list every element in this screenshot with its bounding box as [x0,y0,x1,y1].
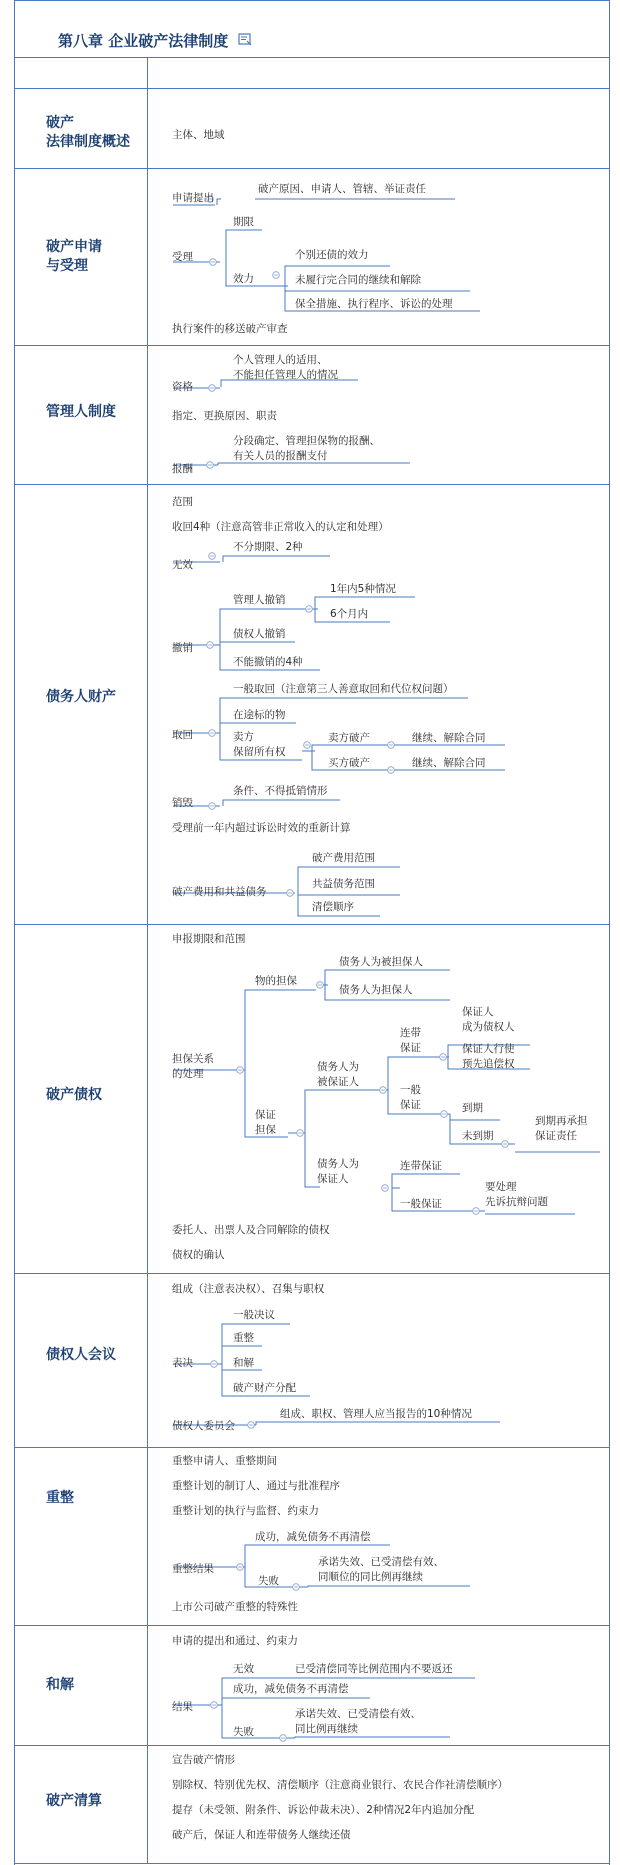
node-creditors-committee: 债权人委员会 [172,1420,235,1432]
node-vote-reorganization: 重整 [233,1332,254,1344]
node-property-security: 物的担保 [255,975,297,987]
node-offset: 销毁 [172,797,193,809]
node-due: 到期 [462,1102,483,1114]
section-creditors-meeting: 债权人会议 [46,1347,116,1363]
node-reorg-plan-execution: 重整计划的执行与监督、约束力 [172,1505,319,1517]
node-reorg-failure: 失败 [258,1575,279,1587]
node-individual-repayment: 个别还债的效力 [295,249,369,261]
node-seller-retains-title: 卖方 保留所有权 [233,731,286,758]
node-offset-conditions: 条件、不得抵销情形 [233,785,328,797]
node-settlement-application: 申请的提出和通过、约束力 [172,1635,298,1647]
node-debtor-secured: 债务人为被担保人 [339,956,423,968]
node-subject-region: 主体、地域 [172,129,225,141]
node-retrieval: 取回 [172,729,193,741]
node-due-then-liable: 到期再承担 保证责任 [535,1115,588,1142]
node-irrevocable: 不能撤销的4种 [233,656,303,668]
section-settlement: 和解 [46,1677,74,1693]
node-unperformed-contracts: 未履行完合同的继续和解除 [295,274,421,286]
node-recovery: 收回4种（注意高管非正常收入的认定和处理） [172,521,389,533]
node-general-guarantee: 一般 保证 [400,1084,421,1111]
section-reorganization: 重整 [46,1490,74,1506]
node-reorg-plan-making: 重整计划的制订人、通过与批准程序 [172,1480,340,1492]
node-invalid: 无效 [172,559,193,571]
node-seller-bankrupt: 卖方破产 [328,732,370,744]
node-claim-declaration: 申报期限和范围 [172,933,246,945]
node-joint-guarantee-2: 连带保证 [400,1160,442,1172]
node-remuneration: 报酬 [172,463,193,475]
node-not-due: 未到期 [462,1130,494,1142]
node-declaration: 宣告破产情形 [172,1754,235,1766]
node-settlement-failure: 失败 [233,1726,254,1738]
section-bankruptcy-claims: 破产债权 [46,1087,102,1103]
node-seller-continue-terminate: 继续、解除合同 [412,732,486,744]
node-reorg-success: 成功，减免债务不再清偿 [255,1531,371,1543]
node-scope: 范围 [172,496,193,508]
node-settlement-invalid: 无效 [233,1663,254,1675]
node-buyer-continue-terminate: 继续、解除合同 [412,757,486,769]
node-listed-company: 上市公司破产重整的特殊性 [172,1601,298,1613]
node-settlement-result: 结果 [172,1701,193,1713]
node-reorg-result: 重整结果 [172,1563,214,1575]
node-principal-drawer-claims: 委托人、出票人及合同解除的债权 [172,1224,330,1236]
node-guarantee-handling: 担保关系 的处理 [172,1053,214,1080]
section-liquidation: 破产清算 [46,1793,102,1809]
node-acceptance: 受理 [172,251,193,263]
node-goods-in-transit: 在途标的物 [233,709,286,721]
node-debtor-as-guarantor: 债务人为 保证人 [317,1158,359,1185]
node-application-detail: 破产原因、申请人、管辖、举证责任 [258,183,426,195]
node-debtor-guarantor: 债务人为担保人 [339,984,413,996]
node-expenses-common-debts: 破产费用和共益债务 [172,886,267,898]
section-debtor-property: 债务人财产 [46,689,116,705]
node-guarantor-creditor: 保证人 成为债权人 [462,1006,515,1033]
node-common-debt-scope: 共益债务范围 [312,878,375,890]
node-reorg-failure-detail: 承诺失效、已受清偿有效、 同顺位的同比例再继续 [318,1556,444,1583]
node-joint-guarantee: 连带 保证 [400,1027,421,1054]
node-post-bankruptcy: 破产后，保证人和连带债务人继续还债 [172,1829,351,1841]
node-defense-of-action: 要处理 先诉抗辩问题 [485,1181,548,1208]
node-settlement-failure-detail: 承诺失效、已受清偿有效、 同比例再继续 [295,1708,421,1735]
node-no-return: 已受清偿同等比例范围内不要返还 [295,1663,453,1675]
node-period: 期限 [233,216,254,228]
node-expense-scope: 破产费用范围 [312,852,375,864]
node-invalid-detail: 不分期限、2种 [233,541,303,553]
node-meeting-composition: 组成（注意表决权）、召集与职权 [172,1283,325,1295]
node-admin-revocation: 管理人撤销 [233,594,286,606]
node-remuneration-detail: 分段确定、管理担保物的报酬、 有关人员的报酬支付 [233,435,380,462]
section-administrator: 管理人制度 [46,404,116,420]
node-individual-administrator: 个人管理人的适用、 不能担任管理人的情况 [233,354,338,381]
section-application-acceptance: 破产申请 与受理 [46,239,102,274]
node-settlement-success: 成功，减免债务不再清偿 [233,1683,349,1695]
node-vote-settlement: 和解 [233,1357,254,1369]
node-general-guarantee-2: 一般保证 [400,1198,442,1210]
node-escrow: 提存（未受领、附条件、诉讼仲裁未决）、2种情况2年内追加分配 [172,1804,475,1816]
node-creditor-revocation: 债权人撤销 [233,628,286,640]
node-general-resolution: 一般决议 [233,1309,275,1321]
node-preservation-measures: 保全措施、执行程序、诉讼的处理 [295,298,453,310]
node-repayment-order: 清偿顺序 [312,901,354,913]
node-voting: 表决 [172,1357,193,1369]
node-within-6-months: 6个月内 [330,608,369,620]
node-debtor-guaranteed: 债务人为 被保证人 [317,1061,359,1088]
node-effect: 效力 [233,273,254,285]
node-qualification: 资格 [172,381,193,393]
node-case-transfer: 执行案件的移送破产审查 [172,323,288,335]
node-committee-detail: 组成、职权、管理人应当报告的10种情况 [280,1408,472,1420]
node-appointment: 指定、更换原因、职责 [172,410,277,422]
node-application: 申请提出 [172,192,214,204]
page-title: 第八章 企业破产法律制度 [58,32,229,50]
node-guarantee-security: 保证 担保 [255,1109,276,1136]
node-limitation-recalc: 受理前一年内超过诉讼时效的重新计算 [172,822,351,834]
node-revocation: 撤销 [172,642,193,654]
node-buyer-bankrupt: 买方破产 [328,757,370,769]
node-within-1-year: 1年内5种情况 [330,583,396,595]
node-vote-distribution: 破产财产分配 [233,1382,296,1394]
node-reorg-applicant: 重整申请人、重整期间 [172,1455,277,1467]
node-advance-recourse: 保证人行使 预先追偿权 [462,1043,515,1070]
node-claim-confirmation: 债权的确认 [172,1249,225,1261]
section-bankruptcy-overview: 破产 法律制度概述 [46,115,130,150]
node-exclusion-right: 别除权、特别优先权、清偿顺序（注意商业银行、农民合作社清偿顺序） [172,1779,508,1791]
node-general-retrieval: 一般取回（注意第三人善意取回和代位权问题） [233,683,454,695]
